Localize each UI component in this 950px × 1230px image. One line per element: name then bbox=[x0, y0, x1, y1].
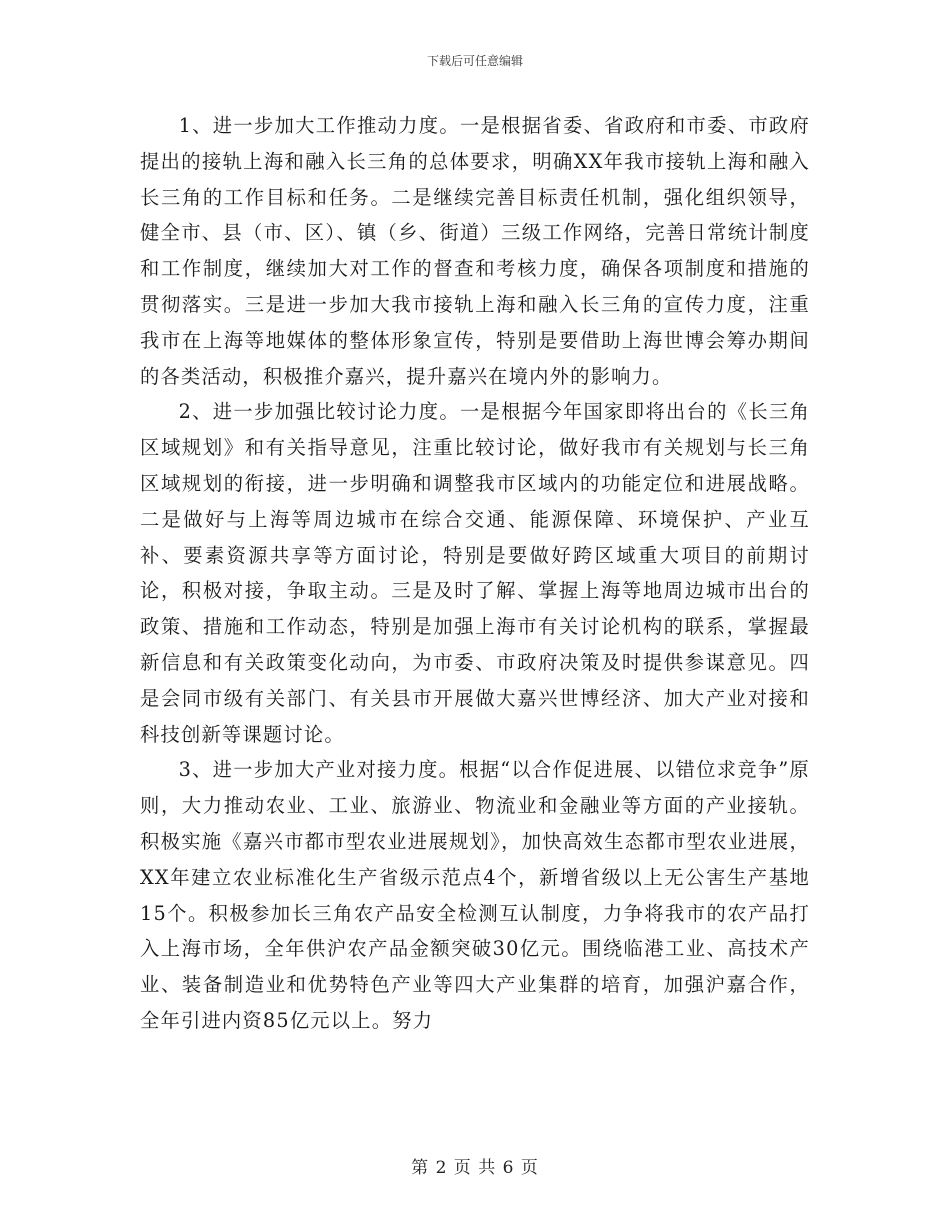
page-footer: 第 2 页 共 6 页 bbox=[411, 1158, 539, 1178]
page-header: 下载后可任意编辑 bbox=[426, 54, 523, 68]
document-body bbox=[140, 108, 810, 1039]
paragraph-3: 3、进一步加大产业对接力度。根据“以合作促进展、以错位求竞争”原则，大力推动农业、工业、旅游业、物流业和金融业等方面的产业接轨。积极实施《嘉兴市都市型农业进展规划》，加快高效生态都市型农业进展，XX年建立农业标准化生产省级示范点4个，新增省级以上无公害生产基地15个。积极参加长三角农产品安全检测互认制度，力争将我市的农产品打入上海市场，全年供沪农产品金额突破30亿元。围绕临港工业、高技术产业、装备制造业和优势特色产业等四大产业集群的培育，加强沪嘉合作，全年引进内资85亿元以上。努力 bbox=[140, 758, 810, 1032]
paragraph-2: 2、进一步加强比较讨论力度。一是根据今年国家即将出台的《长三角区域规划》和有关指导意见，注重比较讨论，做好我市有关规划与长三角区域规划的衔接，进一步明确和调整我市区域内的功能定位和进展战略。二是做好与上海等周边城市在综合交通、能源保障、环境保护、产业互补、要素资源共享等方面讨论，特别是要做好跨区域重大项目的前期讨论，积极对接，争取主动。三是及时了解、掌握上海等地周边城市出台的政策、措施和工作动态，特别是加强上海市有关讨论机构的联系，掌握最新信息和有关政策变化动向，为市委、市政府决策及时提供参谋意见。四是会同市级有关部门、有关县市开展做大嘉兴世博经济、加大产业对接和科技创新等课题讨论。 bbox=[140, 400, 810, 746]
paragraph-1: 1、进一步加大工作推动力度。一是根据省委、省政府和市委、市政府提出的接轨上海和融入长三角的总体要求，明确XX年我市接轨上海和融入长三角的工作目标和任务。二是继续完善目标责任机制，强化组织领导，健全市、县（市、区）、镇（乡、街道）三级工作网络，完善日常统计制度和工作制度，继续加大对工作的督查和考核力度，确保各项制度和措施的贯彻落实。三是进一步加大我市接轨上海和融入长三角的宣传力度，注重我市在上海等地媒体的整体形象宣传，特别是要借助上海世博会筹办期间的各类活动，积极推介嘉兴，提升嘉兴在境内外的影响力。 bbox=[140, 114, 810, 388]
